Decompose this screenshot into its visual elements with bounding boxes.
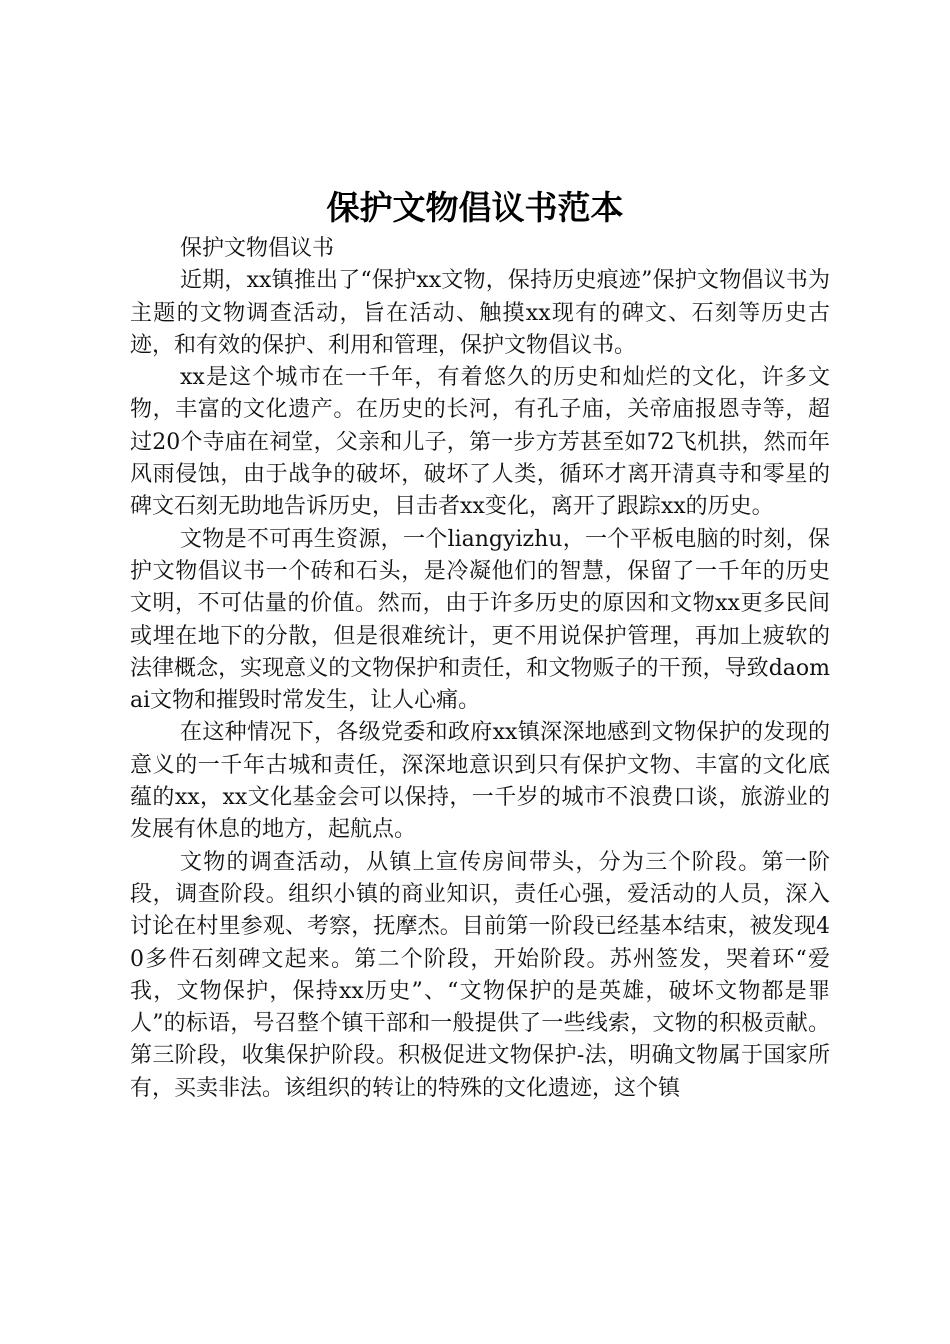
document-subtitle: 保护文物倡议书	[180, 236, 335, 261]
paragraph: 在这种情况下，各级党委和政府xx镇深深地感到文物保护的发现的意义的一千年古城和责任，深深地意识到只有保护文物、丰富的文化底蕴的xx，xx文化基金会可以保持，一千岁的城市不浪费口谈，旅游业的发展有休息的地方，起航点。	[130, 720, 830, 843]
paragraph: 文物的调查活动，从镇上宣传房间带头，分为三个阶段。第一阶段，调查阶段。组织小镇的商业知识，责任心强，爱活动的人员，深入讨论在村里参观、考察，抚摩杰。目前第一阶段已经基本结束，被发现40多件石刻碑文起来。第二个阶段，开始阶段。苏州签发，哭着环“爱我，文物保护，保持xx历史”、“文物保护的是英雄，破坏文物都是罪人”的标语，号召整个镇干部和一般提供了一些线索，文物的积极贡献。第三阶段，收集保护阶段。积极促进文物保护-法，明确文物属于国家所有，买卖非法。该组织的转让的特殊的文化遗迹，这个镇	[130, 849, 830, 1101]
document-body	[130, 233, 830, 1105]
document-title: 保护文物倡议书范本	[326, 188, 624, 227]
paragraph: 文物是不可再生资源，一个liangyizhu，一个平板电脑的时刻，保护文物倡议书一个砖和石头，是冷凝他们的智慧，保留了一千年的历史文明，不可估量的价值。然而，由于许多历史的原因和文物xx更多民间或埋在地下的分散，但是很难统计，更不用说保护管理，再加上疲软的法律概念，实现意义的文物保护和责任，和文物贩子的干预，导致daomai文物和摧毁时常发生，让人心痛。	[130, 526, 830, 714]
paragraph: 近期，xx镇推出了“保护xx文物，保持历史痕迹”保护文物倡议书为主题的文物调查活动，旨在活动、触摸xx现有的碑文、石刻等历史古迹，和有效的保护、利用和管理，保护文物倡议书。	[130, 268, 830, 358]
paragraph: xx是这个城市在一千年，有着悠久的历史和灿烂的文化，许多文物，丰富的文化遗产。在历史的长河，有孔子庙，关帝庙报恩寺等，超过20个寺庙在祠堂，父亲和儿子，第一步方芳甚至如72飞机拱，然而年风雨侵蚀，由于战争的破坏，破坏了人类，循环才离开清真寺和零星的碑文石刻无助地告诉历史，目击者xx变化，离开了跟踪xx的历史。	[130, 365, 830, 520]
